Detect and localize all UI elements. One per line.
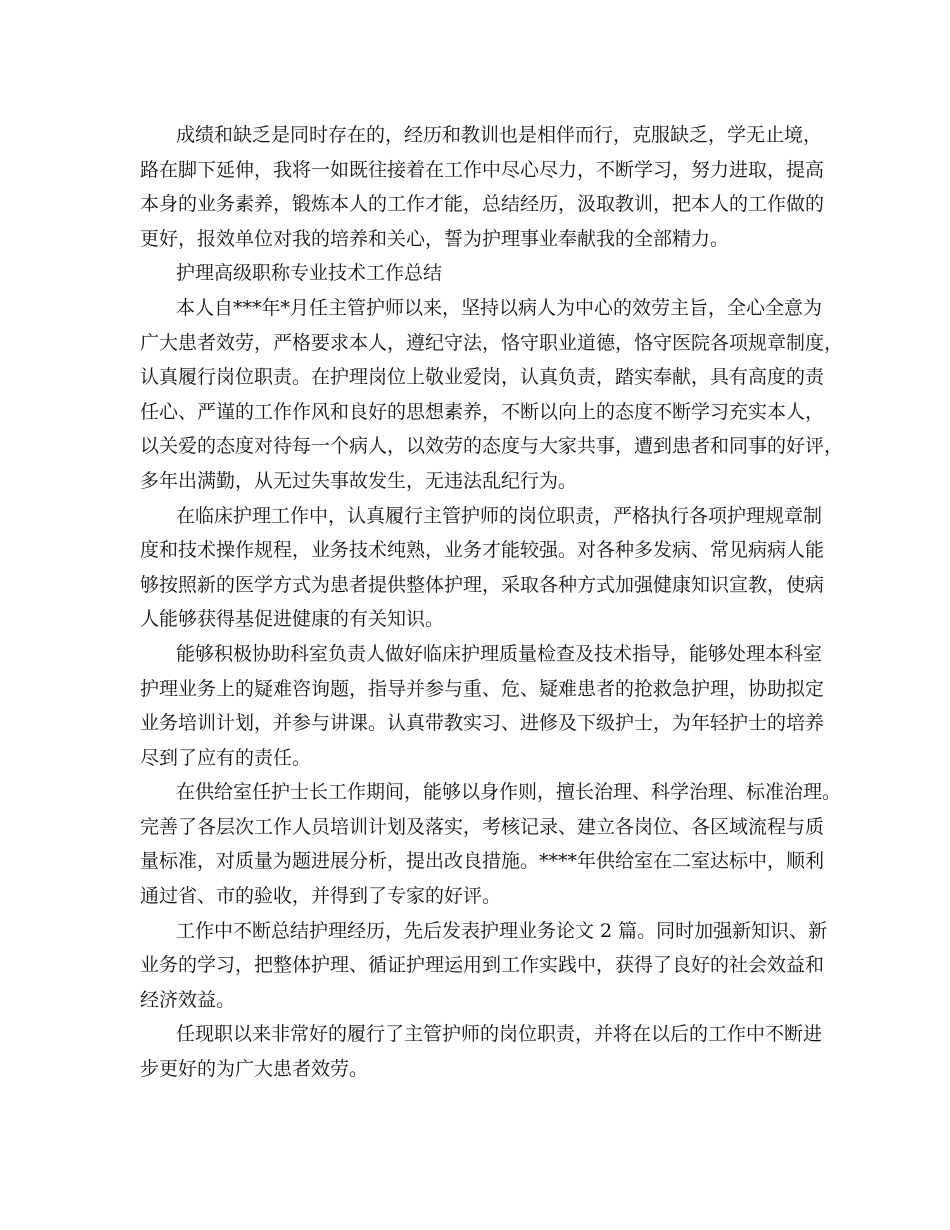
text-line: 完善了各层次工作人员培训计划及落实，考核记录、建立各岗位、各区域流程与质 [140, 815, 825, 838]
text-line: 业务的学习，把整体护理、循证护理运用到工作实践中，获得了良好的社会效益和 [140, 954, 825, 977]
text-line: 尽到了应有的责任。 [140, 746, 312, 769]
text-line: 能够积极协助科室负责人做好临床护理质量检查及技术指导，能够处理本科室 [176, 642, 823, 665]
text-line: 路在脚下延伸，我将一如既往接着在工作中尽心尽力，不断学习，努力进取，提高 [140, 158, 825, 181]
paragraph [140, 118, 825, 256]
text-line: 工作中不断总结护理经历，先后发表护理业务论文 2 篇。同时加强新知识、新 [176, 919, 828, 942]
paragraph [140, 637, 825, 775]
document-body [140, 118, 844, 1087]
text-line: 任心、严谨的工作作风和良好的思想素养，不断以向上的态度不断学习充实本人， [140, 400, 825, 423]
heading-line: 护理高级职称专业技术工作总结 [176, 262, 443, 285]
text-line: 经济效益。 [140, 988, 236, 1011]
text-line: 通过省、市的验收，并得到了专家的好评。 [140, 885, 502, 908]
text-line: 本人自***年*月任主管护师以来，坚持以病人为中心的效劳主旨，全心全意为 [176, 296, 823, 319]
text-line: 够按照新的医学方式为患者提供整体护理，采取各种方式加强健康知识宣教，使病 [140, 573, 825, 596]
paragraph [140, 775, 842, 913]
section-heading [140, 256, 820, 291]
text-line: 在临床护理工作中，认真履行主管护师的岗位职责，严格执行各项护理规章制 [176, 504, 823, 527]
text-line: 人能够获得基促进健康的有关知识。 [140, 608, 445, 631]
text-line: 任现职以来非常好的履行了主管护师的岗位职责，并将在以后的工作中不断进 [176, 1023, 823, 1046]
text-line: 更好，报效单位对我的培养和关心，誓为护理事业奉献我的全部精力。 [140, 227, 730, 250]
text-line: 以关爱的态度对待每一个病人，以效劳的态度与大家共事，遭到患者和同事的好评， [140, 435, 844, 458]
text-line: 量标准，对质量为题进展分析，提出改良措施。****年供给室在二室达标中，顺利 [140, 850, 825, 873]
paragraph [140, 1017, 823, 1086]
text-line: 多年出满勤，从无过失事故发生，无违法乱纪行为。 [140, 469, 578, 492]
text-line: 本身的业务素养，锻炼本人的工作才能，总结经历，汲取教训，把本人的工作做的 [140, 193, 825, 216]
text-line: 度和技术操作规程，业务技术纯熟，业务才能较强。对各种多发病、常见病病人能 [140, 539, 825, 562]
text-line: 步更好的为广大患者效劳。 [140, 1058, 369, 1081]
text-line: 认真履行岗位职责。在护理岗位上敬业爱岗，认真负责，踏实奉献，具有高度的责 [140, 366, 825, 389]
paragraph [140, 499, 825, 637]
text-line: 业务培训计划，并参与讲课。认真带教实习、进修及下级护士，为年轻护士的培养 [140, 712, 825, 735]
text-line: 护理业务上的疑难咨询题，指导并参与重、危、疑难患者的抢救急护理，协助拟定 [140, 677, 825, 700]
text-line: 广大患者效劳，严格要求本人，遵纪守法，恪守职业道德，恪守医院各项规章制度， [140, 331, 844, 354]
paragraph [140, 291, 844, 499]
text-line: 成绩和缺乏是同时存在的，经历和教训也是相伴而行，克服缺乏，学无止境， [176, 124, 823, 146]
paragraph [140, 914, 828, 1018]
text-line: 在供给室任护士长工作期间，能够以身作则，擅长治理、科学治理、标准治理。 [176, 781, 842, 804]
